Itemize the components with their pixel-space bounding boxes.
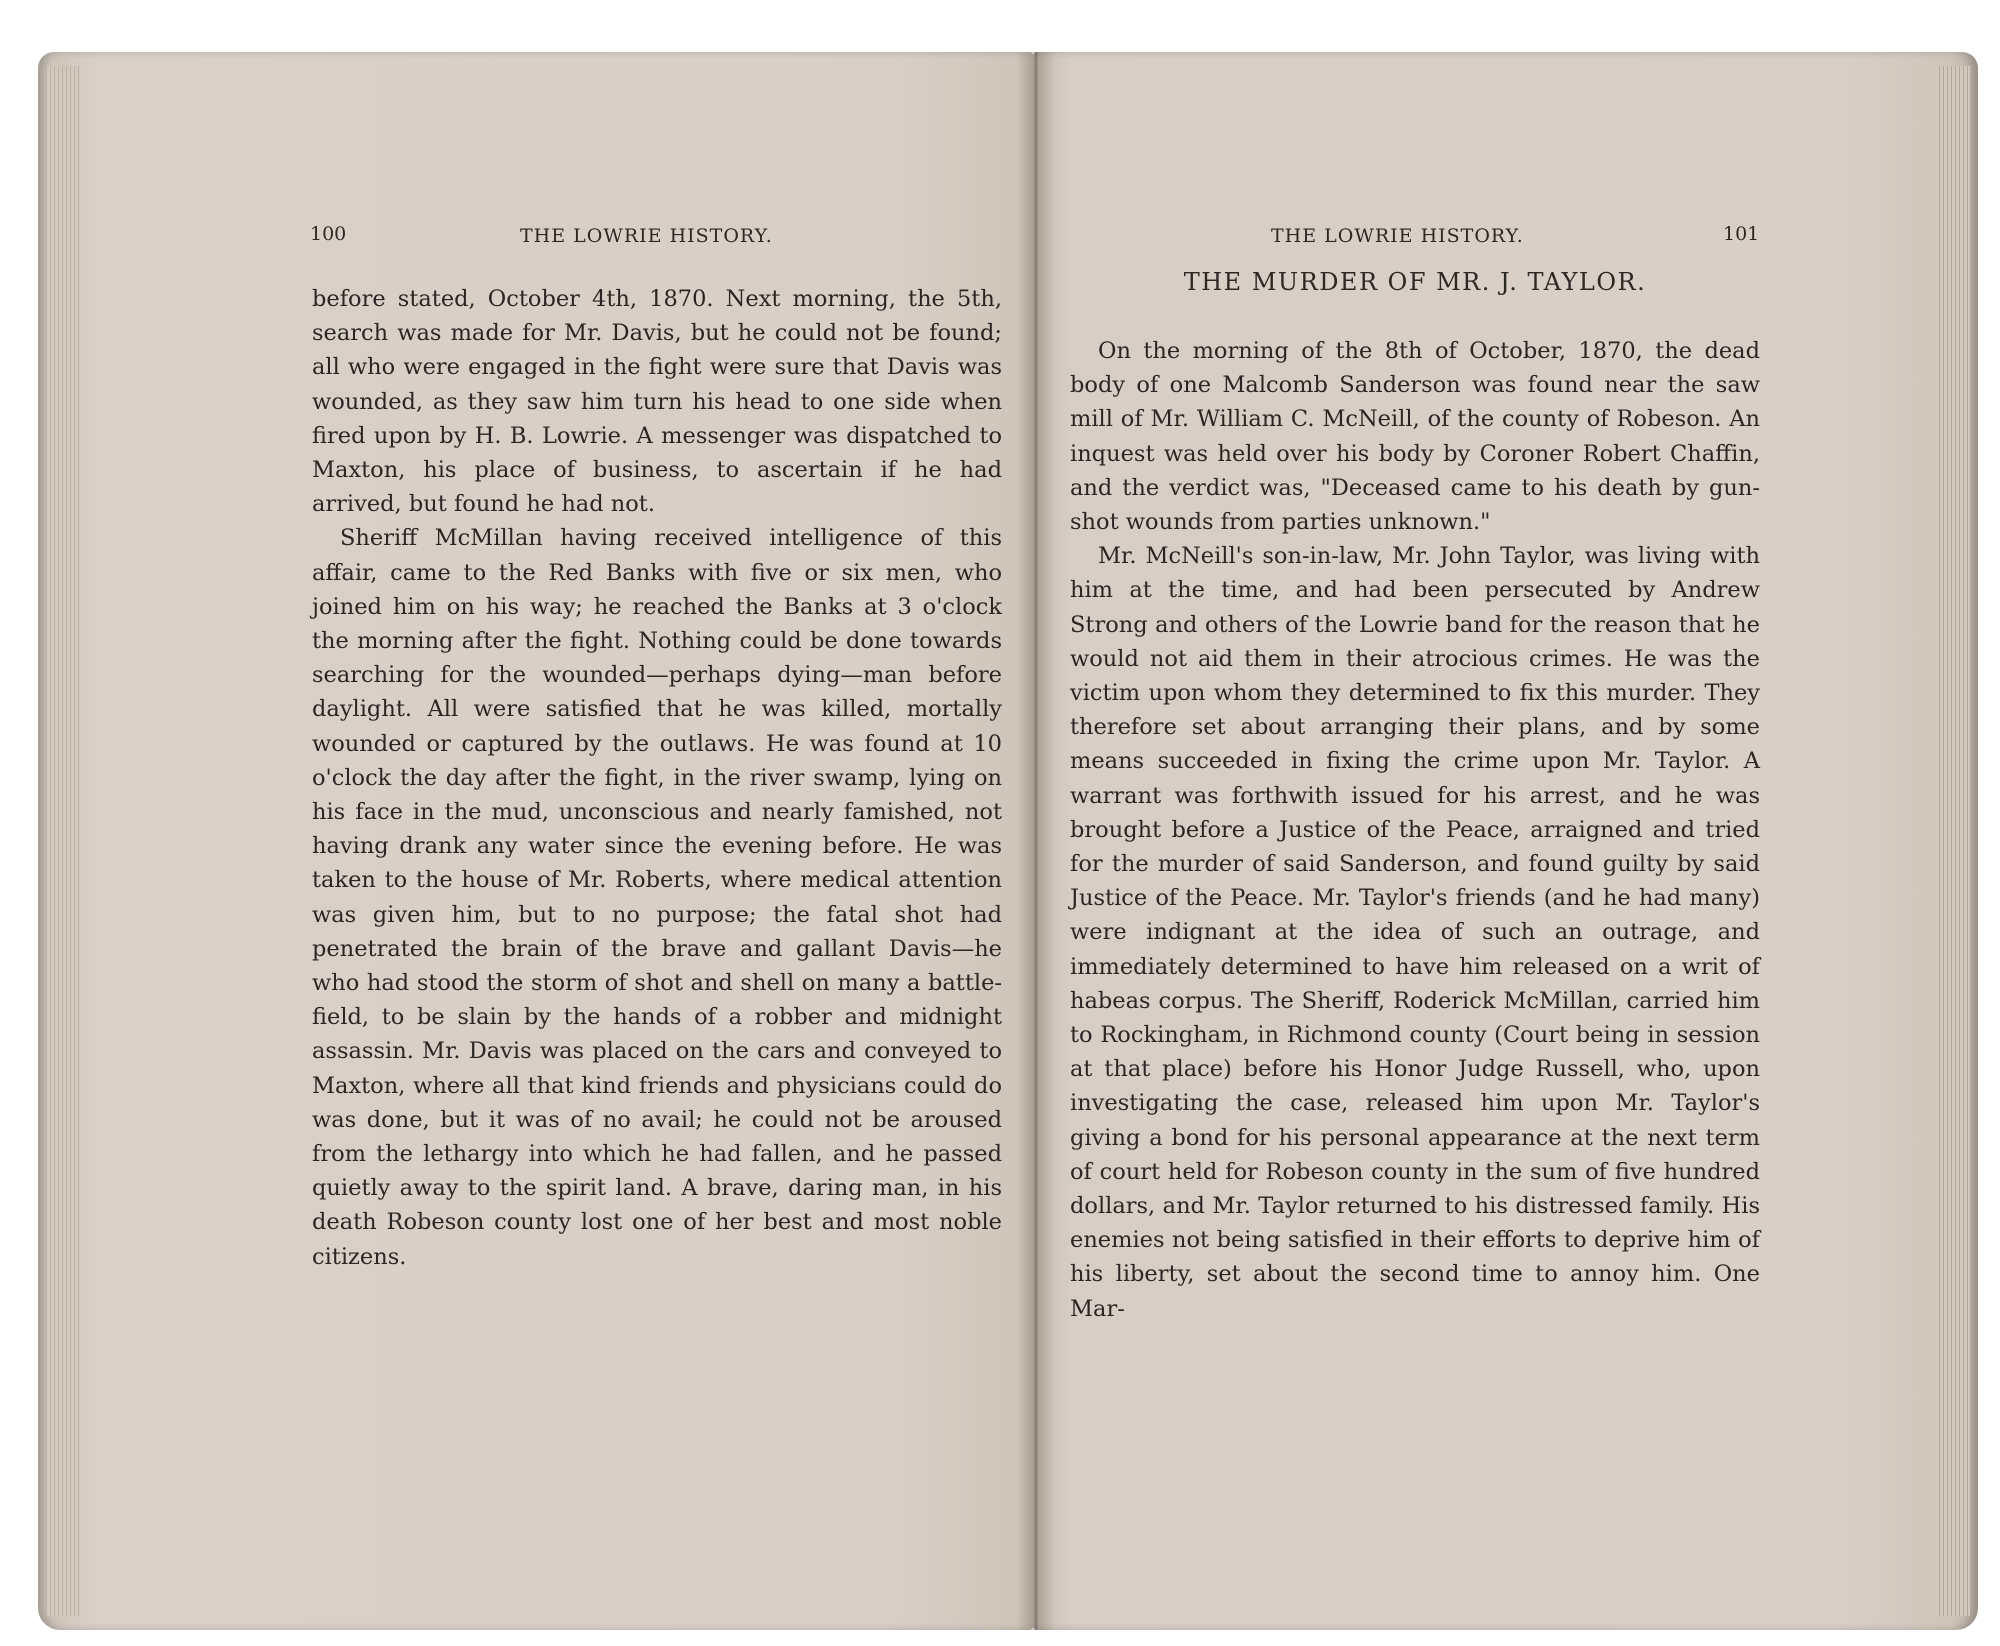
paragraph: On the morning of the 8th of October, 1870, the dead body of one Malcomb Sanderson was found near the saw mill of Mr. William C. McNeill, of the county of Robeson. An inquest was held over his body by Coroner Robert Chaffin, and the verdict was, "Deceased came to his death by gun-shot wounds from parties unknown."	[1070, 338, 1760, 536]
body-text	[1070, 334, 1760, 1326]
body-text	[312, 282, 1002, 1274]
paragraph: Mr. McNeill's son-in-law, Mr. John Taylor, was living with him at the time, and had been persecuted by Andrew Strong and others of the Lowrie band for the reason that he would not aid them in their atrocious crimes. He was the victim upon whom they determined to fix this murder. They therefore set about arranging their plans, and by some means succeeded in fixing the crime upon Mr. Taylor. A warrant was forthwith issued for his arrest, and he was brought before a Justice of the Peace, arraigned and tried for the murder of said Sanderson, and found guilty by said Justice of the Peace. Mr. Taylor's friends (and he had many) were indignant at the idea of such an outrage, and immediately determined to have him released on a writ of habeas corpus. The Sheriff, Roderick McMillan, carried him to Rockingham, in Richmond county (Court being in session at that place) before his Honor Judge Russell, who, upon investigating the case, released him upon Mr. Taylor's giving a bond for his personal appearance at the next term of court held for Robeson county in the sum of five hundred dollars, and Mr. Taylor returned to his distressed family. His enemies not being satisfied in their efforts to deprive him of his liberty, set about the second time to annoy him. One Mar-	[1070, 543, 1760, 1322]
page-number: 100	[310, 223, 347, 245]
paragraph: before stated, October 4th, 1870. Next morning, the 5th, search was made for Mr. Davis, but he could not be found; all who were engaged in the fight were sure that Davis was wounded, as they saw him turn his head to one side when fired upon by H. B. Lowrie. A messenger was dispatched to Maxton, his place of business, to ascertain if he had arrived, but found he had not.	[312, 286, 1002, 518]
running-head: THE LOWRIE HISTORY.	[520, 225, 773, 247]
page-edges	[46, 66, 80, 1616]
running-head: THE LOWRIE HISTORY.	[1271, 225, 1524, 247]
page-edges	[1936, 66, 1970, 1616]
left-page	[38, 52, 1033, 1630]
paragraph: Sheriff McMillan having received intelligence of this affair, came to the Red Banks with five or six men, who joined him on his way; he reached the Banks at 3 o'clock the morning after the fight. Nothing could be done towards searching for the wounded—perhaps dying—man before daylight. All were satisfied that he was killed, mortally wounded or captured by the outlaws. He was found at 10 o'clock the day after the fight, in the river swamp, lying on his face in the mud, unconscious and nearly famished, not having drank any water since the evening before. He was taken to the house of Mr. Roberts, where medical attention was given him, but to no purpose; the fatal shot had penetrated the brain of the brave and gallant Davis—he who had stood the storm of shot and shell on many a battle-field, to be slain by the hands of a robber and midnight assassin. Mr. Davis was placed on the cars and conveyed to Maxton, where all that kind friends and physicians could do was done, but it was of no avail; he could not be aroused from the lethargy into which he had fallen, and he passed quietly away to the spirit land. A brave, daring man, in his death Robeson county lost one of her best and most noble citizens.	[312, 525, 1002, 1270]
open-book	[38, 52, 1978, 1630]
section-title: THE MURDER OF MR. J. TAYLOR.	[1183, 268, 1647, 296]
book-gutter	[1016, 52, 1056, 1630]
page-number: 101	[1723, 223, 1760, 245]
right-page	[1033, 52, 1978, 1630]
